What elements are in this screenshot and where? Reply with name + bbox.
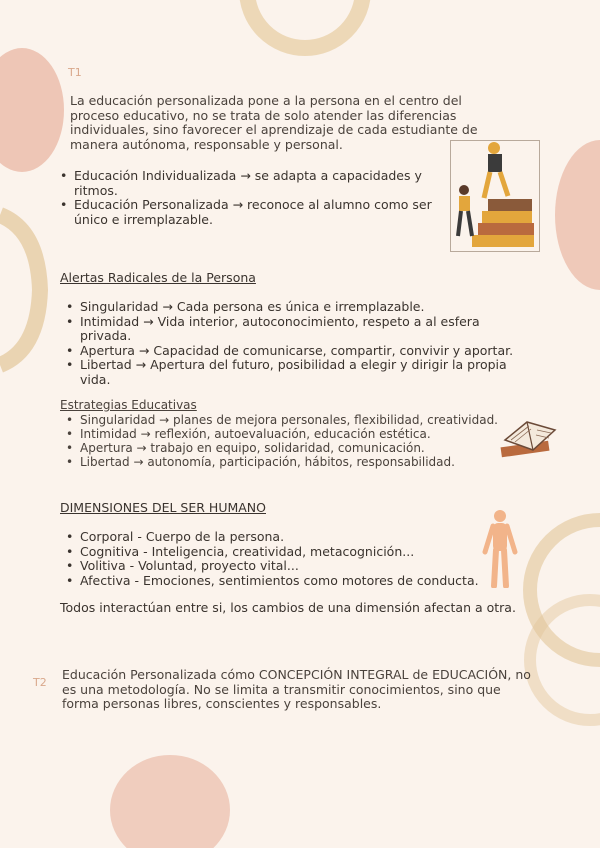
list-item: • Singularidad → Cada persona es única e irremplazable. [66, 300, 526, 315]
list-item: • Afectiva - Emociones, sentimientos como motores de conducta. [66, 574, 506, 589]
list-item: • Apertura → trabajo en equipo, solidaridad, comunicación. [66, 441, 526, 455]
list-item: • Educación Personalizada → reconoce al alumno como ser único e irremplazable. [60, 198, 435, 227]
estrategias-list [66, 413, 526, 469]
education-types-list [60, 169, 435, 227]
list-item: • Educación Individualizada → se adapta a capacidades y ritmos. [60, 169, 435, 198]
list-item: • Libertad → Apertura del futuro, posibilidad a elegir y dirigir la propia vida. [66, 358, 526, 387]
alertas-heading: Alertas Radicales de la Persona [60, 270, 256, 285]
section-tag-t1: T1 [68, 66, 82, 79]
section-tag-t2: T2 [33, 676, 47, 689]
dimensiones-list [66, 530, 506, 588]
list-item: • Intimidad → reflexión, autoevaluación, educación estética. [66, 427, 526, 441]
list-item: • Intimidad → Vida interior, autoconocimiento, respeto a al esfera privada. [66, 315, 526, 344]
alertas-list [66, 300, 526, 387]
list-item: • Singularidad → planes de mejora personales, flexibilidad, creatividad. [66, 413, 526, 427]
list-item: • Libertad → autonomía, participación, hábitos, responsabilidad. [66, 455, 526, 469]
list-item: • Volitiva - Voluntad, proyecto vital... [66, 559, 506, 574]
dimensiones-footer: Todos interactúan entre si, los cambios de una dimensión afectan a otra. [60, 600, 516, 615]
estrategias-heading: Estrategias Educativas [60, 398, 197, 412]
list-item: • Apertura → Capacidad de comunicarse, compartir, convivir y aportar. [66, 344, 526, 359]
list-item: • Cognitiva - Inteligencia, creatividad, metacognición... [66, 545, 506, 560]
people-climbing-books-illustration [450, 140, 540, 252]
dimensiones-heading: DIMENSIONES DEL SER HUMANO [60, 500, 266, 515]
t2-paragraph: Educación Personalizada cómo CONCEPCIÓN INTEGRAL de EDUCACIÓN, no es una metodología. No se limita a transmitir conocimientos, sino que forma personas libres, conscientes y responsables. [62, 667, 531, 711]
list-item: • Corporal - Cuerpo de la persona. [66, 530, 506, 545]
intro-paragraph: La educación personalizada pone a la persona en el centro del proceso educativo, no se trata de solo atender las diferencias individuales, sino favorecer el aprendizaje de cada estudiante de manera autónoma, responsable y personal. [70, 93, 478, 152]
